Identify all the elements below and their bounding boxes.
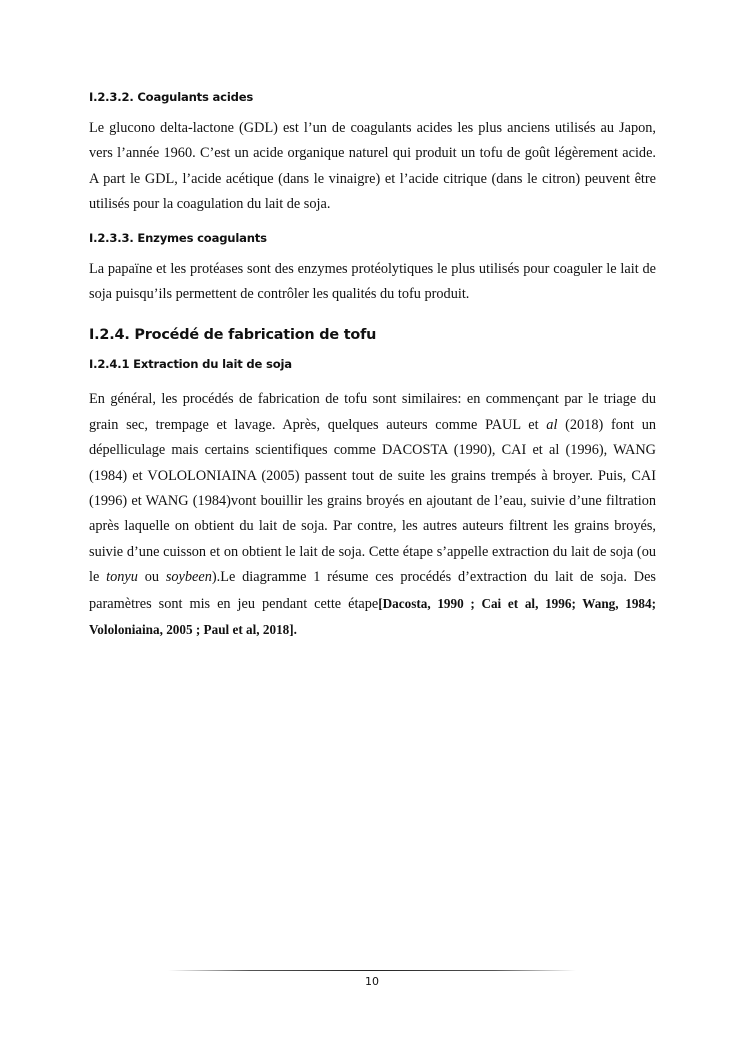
paragraph-extraction-lait xyxy=(89,387,656,643)
text-run: ou xyxy=(137,569,166,586)
heading-extraction-lait: I.2.4.1 Extraction du lait de soja xyxy=(89,357,292,372)
italic-text: soybeen xyxy=(165,569,212,586)
heading-enzymes-coagulants: I.2.3.3. Enzymes coagulants xyxy=(89,230,267,245)
text-run: ).Le diagramme 1 résume ces procédés d’extraction du lait de soja. Des paramètres sont mis en jeu pendant cette étape xyxy=(89,569,656,612)
page-number: 10 xyxy=(365,975,379,988)
text-run: (2018) font un dépelliculage mais certains scientifiques comme DACOSTA (1990), CAI et al (1996), WANG (1984) et VOLOLONIAINA (2005) passent tout de suite les grains trempés à broyer. Puis, CAI (1996) et WANG (1984)vont bouillir les grains broyés en ajoutant de l’eau, suivie d’une filtration après laquelle on obtient du lait de soja. Par contre, les autres auteurs filtrent les grains broyés, suivie d’une cuisson et on obtient le lait de soja. Cette étape s’appelle extraction du lait de soja (ou le xyxy=(89,416,656,586)
italic-text: tonyu xyxy=(106,569,138,586)
page-content xyxy=(89,88,656,644)
reference-citation: [Dacosta, 1990 ; Cai et al, 1996; Wang, 1984; Vololoniaina, 2005 ; Paul et al, 2018]. xyxy=(89,595,656,638)
paragraph-coagulants-acides: Le glucono delta-lactone (GDL) est l’un de coagulants acides les plus anciens utilisés au Japon, vers l’année 1960. C’est un acide organique naturel qui produit un tofu de goût légèrement acide. A part le GDL, l’acide acétique (dans le vinaigre) et l’acide citrique (dans le citron) peuvent être utilisés pour la coagulation du lait de soja. xyxy=(89,120,656,213)
italic-text: al xyxy=(546,416,558,433)
text-run: En général, les procédés de fabrication de tofu sont similaires: en commençant par le triage du grain sec, trempage et lavage. Après, quelques auteurs comme PAUL et xyxy=(89,391,656,433)
paragraph-enzymes-coagulants: La papaïne et les protéases sont des enzymes protéolytiques le plus utilisés pour coaguler le lait de soja puisqu’ils permettent de contrôler les qualités du tofu produit. xyxy=(89,260,656,303)
footer-divider xyxy=(168,970,576,971)
heading-coagulants-acides: I.2.3.2. Coagulants acides xyxy=(89,90,254,104)
heading-procede-fabrication: I.2.4. Procédé de fabrication de tofu xyxy=(89,327,377,344)
